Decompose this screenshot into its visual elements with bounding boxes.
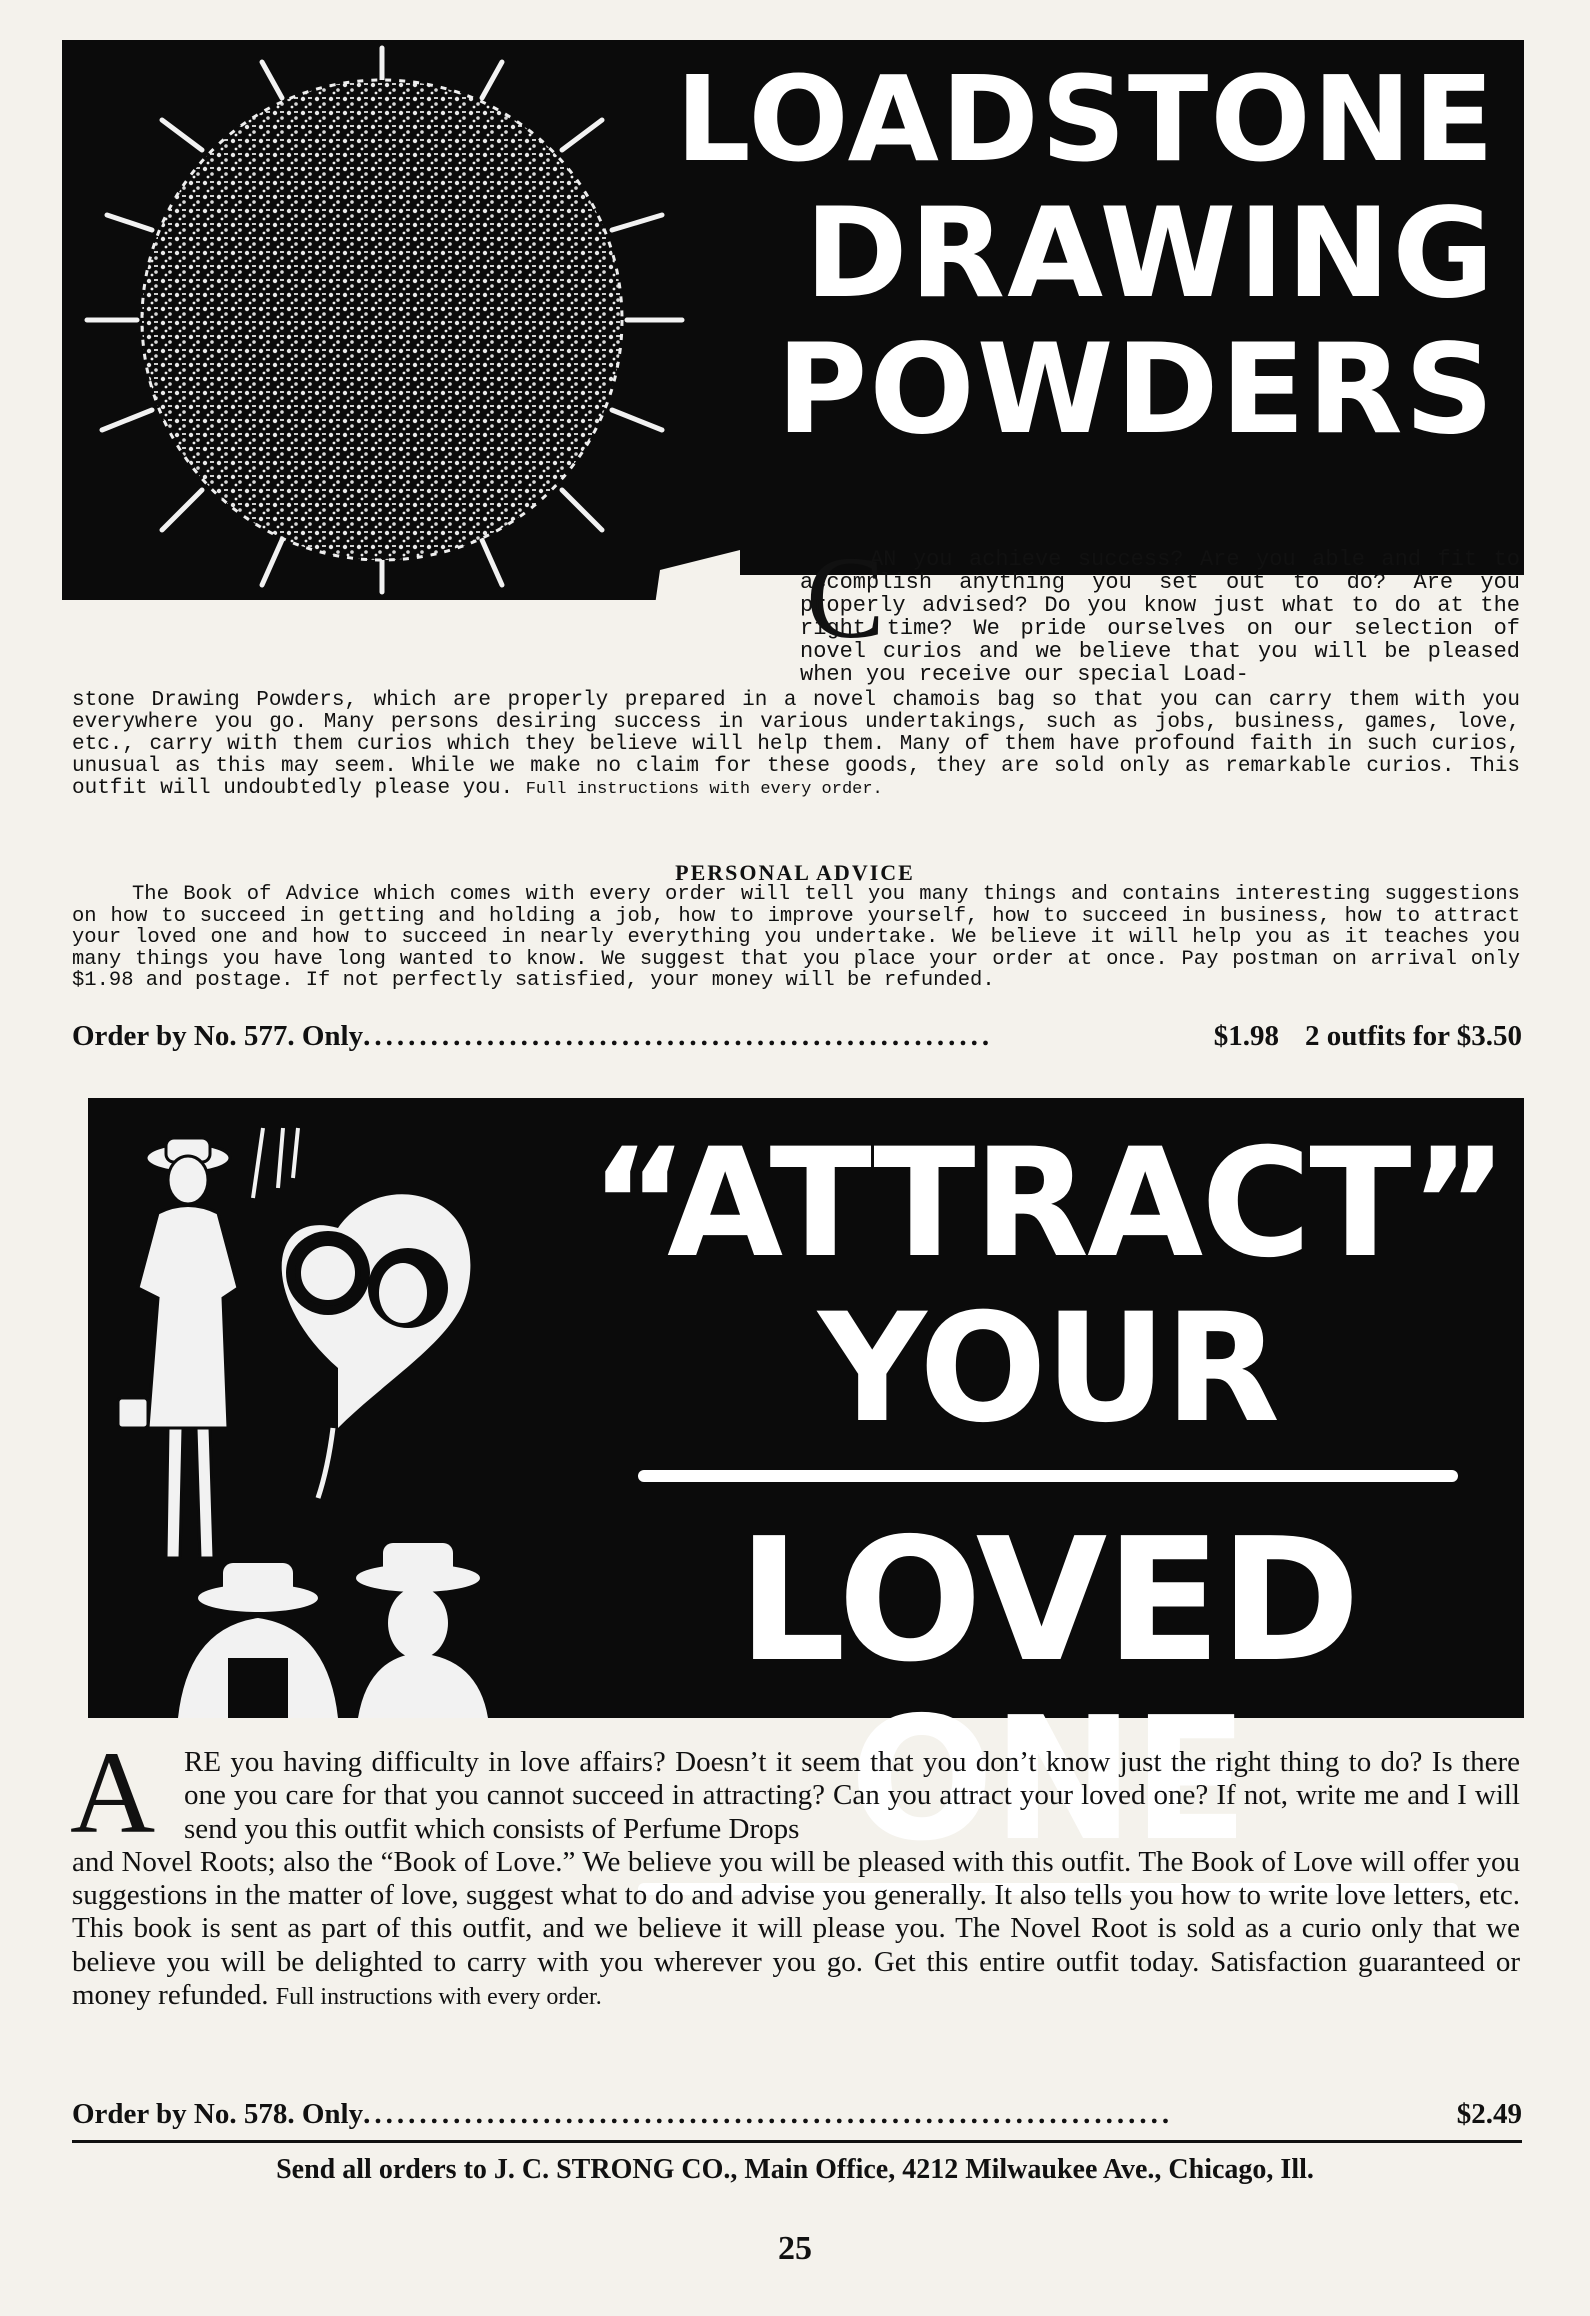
woman-illustration [118, 1138, 238, 1558]
loadstone-title [666, 50, 1496, 462]
title-line-2: DRAWING [804, 182, 1496, 326]
title-line-3: POWDERS [776, 318, 1496, 462]
order-line-578 [72, 2098, 1522, 2131]
ad2-body-text [72, 1746, 1520, 2014]
order-dots-2: ........................................................................ [363, 2098, 1174, 2130]
title-line-1: LOADSTONE [675, 50, 1496, 188]
page-number: 25 [778, 2230, 812, 2267]
ad2-body-lead: RE you having difficulty in love affairs? Doesn’t it seem that you don’t know just the right thing to do? Is there one you care for that you cannot succeed in attracting? Can you attract your loved one? If not, write me and I will send you this outfit which consists of Perfume Drops [184, 1746, 1520, 1845]
ad1-body-text [72, 690, 1520, 801]
attract-title-line-2: LOVED ONE [737, 1502, 1359, 1879]
men-in-hats-illustration [178, 1543, 488, 1718]
ad1-body: stone Drawing Powders, which are properly prepared in a novel chamois bag so that you can carry them with you everywhere you go. Many persons desiring success in various undertakings, such as jobs, business, games, love, etc., carry with them curios which they believe will help them. Many of them have profound faith in such curios, unusual as this may seem. While we make no claim for these goods, they are sold only as remarkable curios. This outfit will undoubtedly please you. [72, 689, 1520, 800]
order-label: Order by No. 577. Only [72, 1020, 364, 1052]
ad1-instructions: Full instructions with every order. [525, 780, 883, 799]
ad1-intro-text: AN you achieve success? Are you able and fit to accomplish anything you set out to do? Are you properly advised? Do you know just what to do at the right time? We pride ourselves on our selection of novel curios and we believe that you will be pleased when you receive our special Load- [800, 547, 1520, 687]
ad2-instructions: Full instructions with every order. [275, 1984, 602, 2011]
loadstone-banner [62, 40, 1524, 600]
order-extra: 2 outfits for $3.50 [1305, 1020, 1522, 1052]
section-title-personal-advice: PERSONAL ADVICE [675, 860, 915, 885]
footer-rule [72, 2140, 1522, 2143]
footer-address: Send all orders to J. C. STRONG CO., Main Office, 4212 Milwaukee Ave., Chicago, Ill. [276, 2154, 1314, 2185]
starburst-illustration [62, 40, 742, 600]
order-price: $1.98 [1213, 1020, 1280, 1052]
order-dots: ........................................................ [363, 1020, 994, 1052]
title-rule-top [638, 1470, 1458, 1482]
dropcap-a: A [70, 1727, 156, 1858]
order-price-2: $2.49 [1456, 2098, 1522, 2130]
ad1-advice-text: The Book of Advice which comes with every order will tell you many things and contains interesting suggestions on how to succeed in getting and holding a job, how to improve yourself, how to succeed in business, how to attract your loved one and how to succeed in nearly everything you undertake. We believe it will help you as it teaches you many things you have long wanted to know. We suggest that you place your order at once. Pay postman on arrival only $1.98 and postage. If not perfectly satisfied, your money will be refunded. [72, 883, 1520, 992]
dropcap-c: C [806, 532, 885, 663]
order-label-2: Order by No. 578. Only [72, 2098, 364, 2130]
ad2-body-rest: and Novel Roots; also the “Book of Love.” We believe you will be pleased with this outfit. The Book of Love will offer you suggestions in the matter of love, suggest what to do and advise you generally. It also tells you how to write love letters, etc. This book is sent as part of this outfit, and we believe it will please you. The Novel Root is sold as a curio only that we believe you will be delighted to carry with you wherever you go. Get this entire outfit today. Satisfaction guaranteed or money refunded. [72, 1845, 1520, 2012]
attract-title-line-1: “ATTRACT” YOUR [589, 1117, 1507, 1456]
couple-silhouette-illustration [88, 1098, 608, 1718]
order-line-577 [72, 1020, 1522, 1053]
